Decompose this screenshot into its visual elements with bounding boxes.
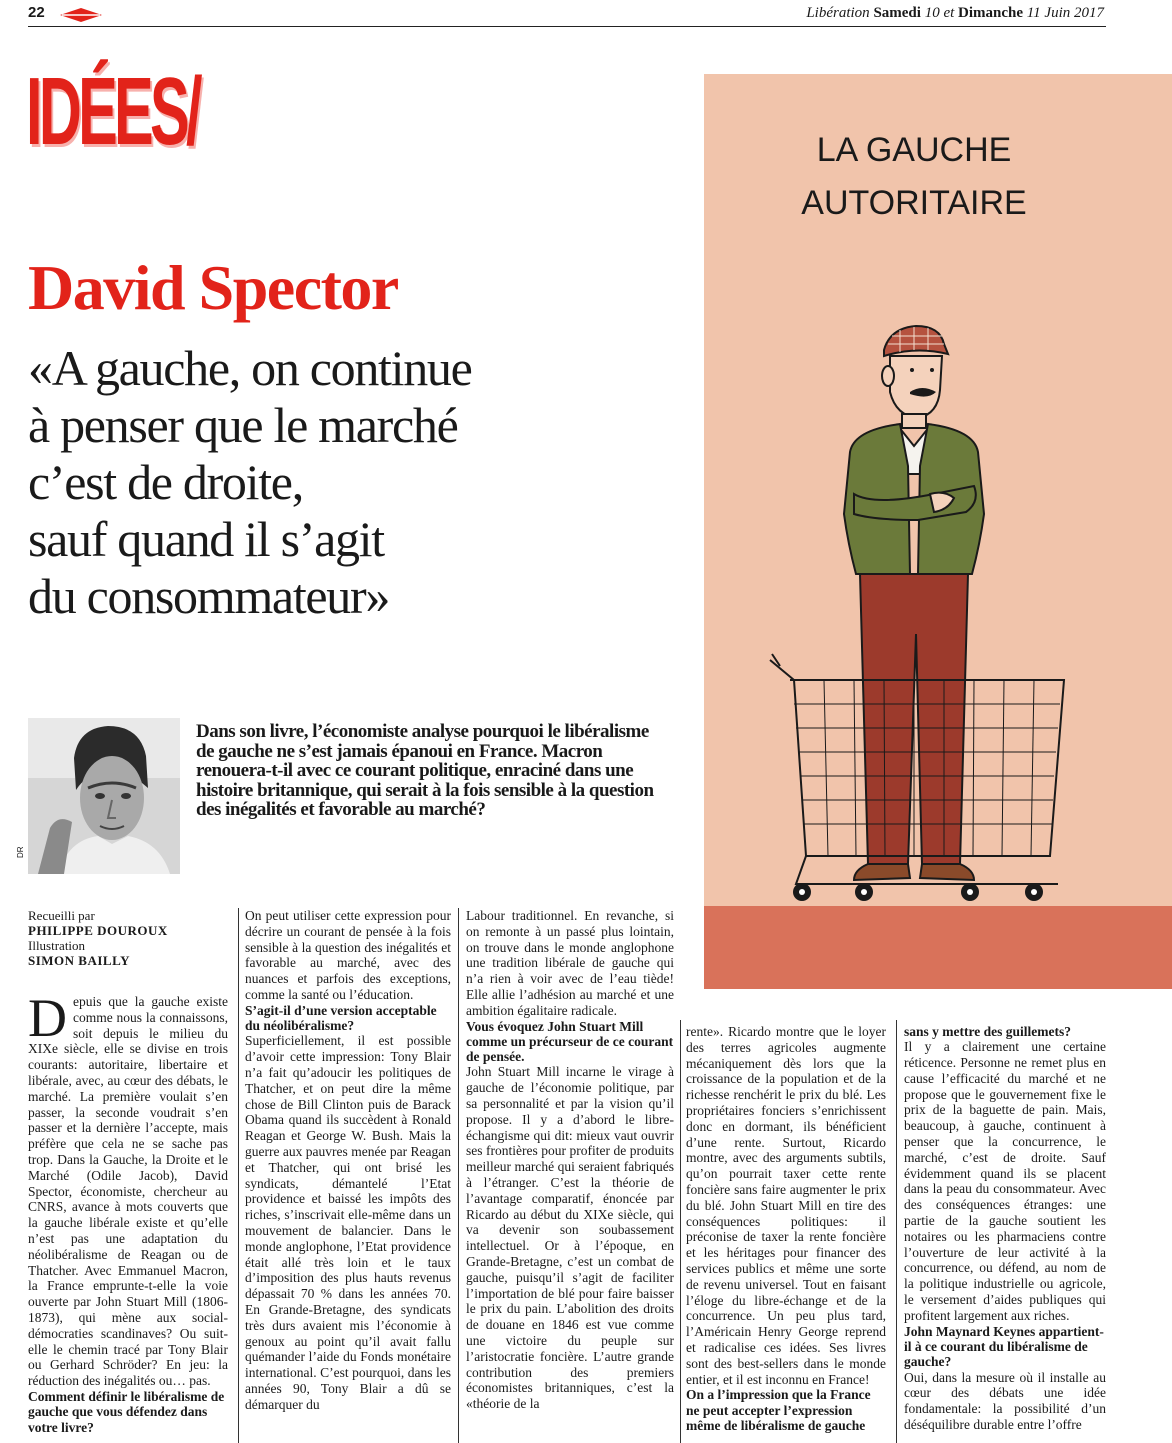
article-column-4	[686, 1024, 886, 1439]
liberation-logo-icon	[60, 8, 102, 22]
body-paragraph: Oui, dans la mesure où il installe au cœur des débats une idée fondamentale: la possibilité d’un déséquilibre durable entre l’offre	[904, 1369, 1106, 1432]
portrait-photo	[28, 718, 180, 874]
illustration	[704, 74, 1172, 989]
date-value1: 10 et	[924, 5, 955, 21]
publication-name: Libération	[806, 5, 870, 21]
interview-question: sans y mettre des guillemets?	[904, 1024, 1071, 1039]
body-paragraph: John Stuart Mill incarne le virage à gauche de l’économie politique, par sa personnalité et par la vision qu’il propose. Il y a d’abord le libre-échangisme qui dit: mieux vaut ouvrir ses frontières pour profiter de produits meilleur marché qui seraient fabriqués à l’étranger. C’est la théorie de l’avantage comparatif, énoncée par Ricardo au début du XIXe siècle, qui va devenir son soubassement intellectuel. Or à l’époque, en Grande-Bretagne, c’est un combat de gauche, puisqu’il s’agit de faciliter l’importation de blé pour faire baisser le prix du pain. L’abolition des droits de douane en 1846 est vue comme une victoire du peuple sur l’aristocratie foncière. L’autre grande contribution des premiers économistes britanniques, c’est la «théorie de la	[466, 1064, 674, 1412]
column-divider	[458, 908, 459, 1443]
article-column-3	[466, 908, 674, 1439]
article-credits	[28, 908, 238, 968]
illustration-caption-line1: LA GAUCHE	[816, 131, 1012, 169]
illustrator-name: SIMON BAILLY	[28, 953, 130, 968]
column-divider	[680, 1020, 681, 1443]
section-title: IDÉES/	[26, 58, 199, 165]
portrait-figure-icon	[28, 718, 180, 874]
article-column-5	[904, 1024, 1106, 1439]
article-column-2	[245, 908, 451, 1439]
article-column-1	[28, 994, 228, 1439]
interview-question: John Maynard Keynes appartient-il à ce courant du libéralisme de gauche?	[904, 1323, 1104, 1370]
body-paragraph: Labour traditionnel. En revanche, si on remonte à un passé plus lointain, on trouve dans le monde anglophone une tradition libérale de gauche qui n’a rien à voir avec de l’eau tiède! Elle allie l’adhésion au marché et une ambition égalitaire radicale.	[466, 908, 674, 1018]
date-day2: Dimanche	[958, 5, 1024, 21]
body-paragraph: Superficiellement, il est possible d’avoir cette impression: Tony Blair n’a fait qu’adoucir les politiques de Thatcher, et on peut dire la même chose de Bill Clinton puis de Barack Obama quand ils succèdent à Ronald Reagan et George W. Bush. Mais la guerre aux pauvres menée par Reagan et Thatcher, qui ont brisé les syndicats, démantelé l’Etat providence et baissé les impôts des riches, s’inscrivait elle-même dans un mouvement de balancier. Dans le monde anglophone, l’Etat providence était allé très loin et le taux d’imposition des plus hauts revenus dépassait 70 % dans les années 70. En Grande-Bretagne, des syndicats très durs avaient mis l’économie à genoux au point qu’il avait fallu quémander l’aide du Fonds monétaire international. C’est pourquoi, dans les années 90, Tony Blair a dû se démarquer du	[245, 1033, 451, 1412]
illustration-label: Illustration	[28, 938, 86, 953]
interviewee-name: David Spector	[28, 252, 398, 323]
page-number: 22	[28, 4, 45, 21]
body-paragraph: rente». Ricardo montre que le loyer des terres agricoles augmente mécaniquement dès lors que la croissance de la population et de la richesse renchérit le prix du blé. Les propriétaires fonciers s’enrichissent donc en dormant, ils bénéficient d’une rente. Surtout, Ricardo montre, avec des arguments subtils, qu’on pourrait taxer cette rente foncière sans faire augmenter le prix du blé. John Stuart Mill en tire des conséquences politiques: il préconise de taxer la rente foncière et les héritages pour financer des services publics et même une sorte de revenu universel. Tout en faisant l’éloge du libre-échange et de la concurrence. Un peu plus tard, l’Américain Henry George reprend et radicalise ces idées. Ses livres sont des best-sellers dans le monde entier, et il est inconnu en France!	[686, 1024, 886, 1387]
interview-question: Vous évoquez John Stuart Mill comme un précurseur de ce courant de pensée.	[466, 1018, 674, 1065]
dateline	[806, 5, 1104, 22]
body-paragraph: epuis que la gauche existe comme nous la connaissons, soit depuis le milieu du XIXe siècle, elle se divise en trois courants: autoritaire, libertaire et libérale, avec, au cœur des débats, le marché. La première voulait s’en passer, la seconde voudrait s’en passer et la dernière l’accepte, mais préfère que cela ne se sache pas trop. Dans la Gauche, la Droite et le Marché (Odile Jacob), David Spector, économiste, chercheur au CNRS, avance à mots couverts que la gauche libérale existe et qu’elle n’est pas une adaptation du néolibéralisme de Reagan ou de Thatcher. Avec Emmanuel Macron, la France emprunte-t-elle la voie ouverte par John Stuart Mill (1806-1873), qui mène aux social-démocraties scandinaves? Ou suit-elle le chemin tracé par Tony Blair ou Gerhard Schröder? En jeu: la réduction des inégalités ou… pas.	[28, 994, 228, 1389]
column-divider	[238, 908, 239, 1443]
quote-line: du consommateur»	[28, 568, 390, 624]
body-paragraph: On peut utiliser cette expression pour décrire un courant de pensée à la fois sensible à la question des inégalités et favorable au marché, avec des nuances et parfois des exceptions, comme la santé ou l’éducation.	[245, 908, 451, 1002]
column-divider	[896, 1020, 897, 1443]
quote-line: c’est de droite,	[28, 454, 303, 510]
header-rule	[28, 26, 1106, 27]
interview-label: Recueilli par	[28, 908, 95, 923]
interview-question: Comment définir le libéralisme de gauche que vous défendez dans votre livre?	[28, 1388, 225, 1435]
photo-credit: DR	[16, 846, 25, 858]
illustration-caption-line2: AUTORITAIRE	[801, 184, 1027, 222]
interview-question: On a l’impression que la France ne peut accepter l’expression même de libéralisme de gauche	[686, 1387, 871, 1433]
date-day1: Samedi	[873, 5, 921, 21]
man-in-shopping-cart-illustration	[704, 74, 1172, 989]
standfirst: Dans son livre, l’économiste analyse pourquoi le libéralisme de gauche ne s’est jamais épanoui en France. Macron renouera-t-il avec ce courant politique, enraciné dans une histoire britannique, qui serait à la fois sensible à la question des inégalités et favorable au marché?	[196, 721, 654, 820]
quote-line: sauf quand il s’agit	[28, 511, 384, 567]
interview-question: S’agit-il d’une version acceptable du néolibéralisme?	[245, 1002, 437, 1034]
quote-line: à penser que le marché	[28, 397, 458, 453]
date-value2: 11 Juin 2017	[1026, 5, 1104, 21]
headline-quote	[28, 340, 688, 625]
body-paragraph: Il y a clairement une certaine réticence. Personne ne remet plus en cause l’efficacité du marché et ne propose que le gouvernement fixe le prix de la baguette de pain. Mais, beaucoup, à gauche, continuent à penser que la concurrence, le marché, c’est de droite. Sauf évidemment quand ils se placent dans la peau du consommateur. Avec des conséquences étranges: une partie de la gauche soutient les notaires ou les pharmaciens contre l’ouverture de leur activité à la concurrence, ou défend, au nom de la politique industrielle ou agricole, le versement d’aides publiques qui profitent largement aux riches.	[904, 1039, 1106, 1323]
interviewer-name: PHILIPPE DOUROUX	[28, 923, 168, 938]
quote-line: «A gauche, on continue	[28, 340, 472, 396]
drop-cap: D	[28, 994, 67, 1048]
